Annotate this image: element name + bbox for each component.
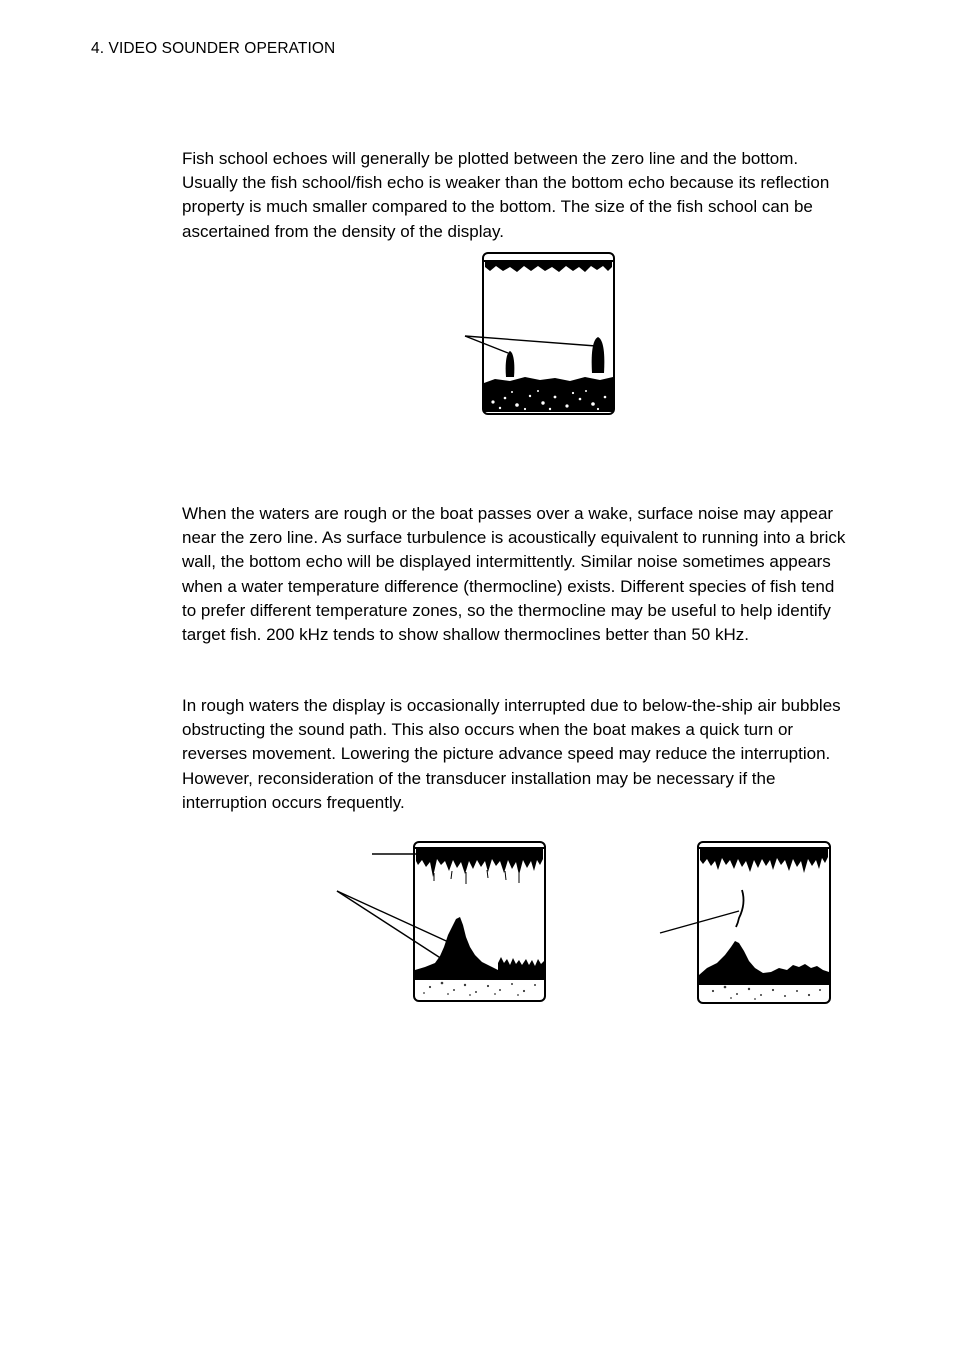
thermocline-echogram-figure <box>655 835 840 1010</box>
section-header: 4. VIDEO SOUNDER OPERATION <box>91 40 336 57</box>
thermocline-echogram <box>655 835 840 1010</box>
paragraph-air-bubbles: In rough waters the display is occasionally interrupted due to below-the-ship air bubbles obstructing the sound path. This also occurs when the boat makes a quick turn or reverses movement. Lowering the picture advance speed may reduce the interruption. However, reconsideration of the transducer installation may be necessary if the interruption occurs frequently. <box>182 696 841 812</box>
surface-noise-echogram-figure <box>330 835 555 1010</box>
fish-school-echogram-figure <box>455 250 620 420</box>
surface-noise-echogram <box>330 835 555 1010</box>
bottom-echo <box>484 377 613 412</box>
paragraph-fish-school: Fish school echoes will generally be plotted between the zero line and the bottom. Usually the fish school/fish echo is weaker than the bottom echo because its reflection property is much smaller compared to the bottom. The size of the fish school can be ascertained from the density of the display. <box>182 149 830 241</box>
fish-school-echogram <box>455 250 620 420</box>
paragraph-surface-noise: When the waters are rough or the boat passes over a wake, surface noise may appear near the zero line. As surface turbulence is acoustically equivalent to running into a brick wall, the bottom echo will be displayed intermittently. Similar noise sometimes appears when a water temperature difference (thermocline) exists. Different species of fish tend to prefer different temperature zones, so the thermocline may be useful to help identify target fish. 200 kHz tends to show shallow thermoclines better than 50 kHz. <box>182 504 846 645</box>
